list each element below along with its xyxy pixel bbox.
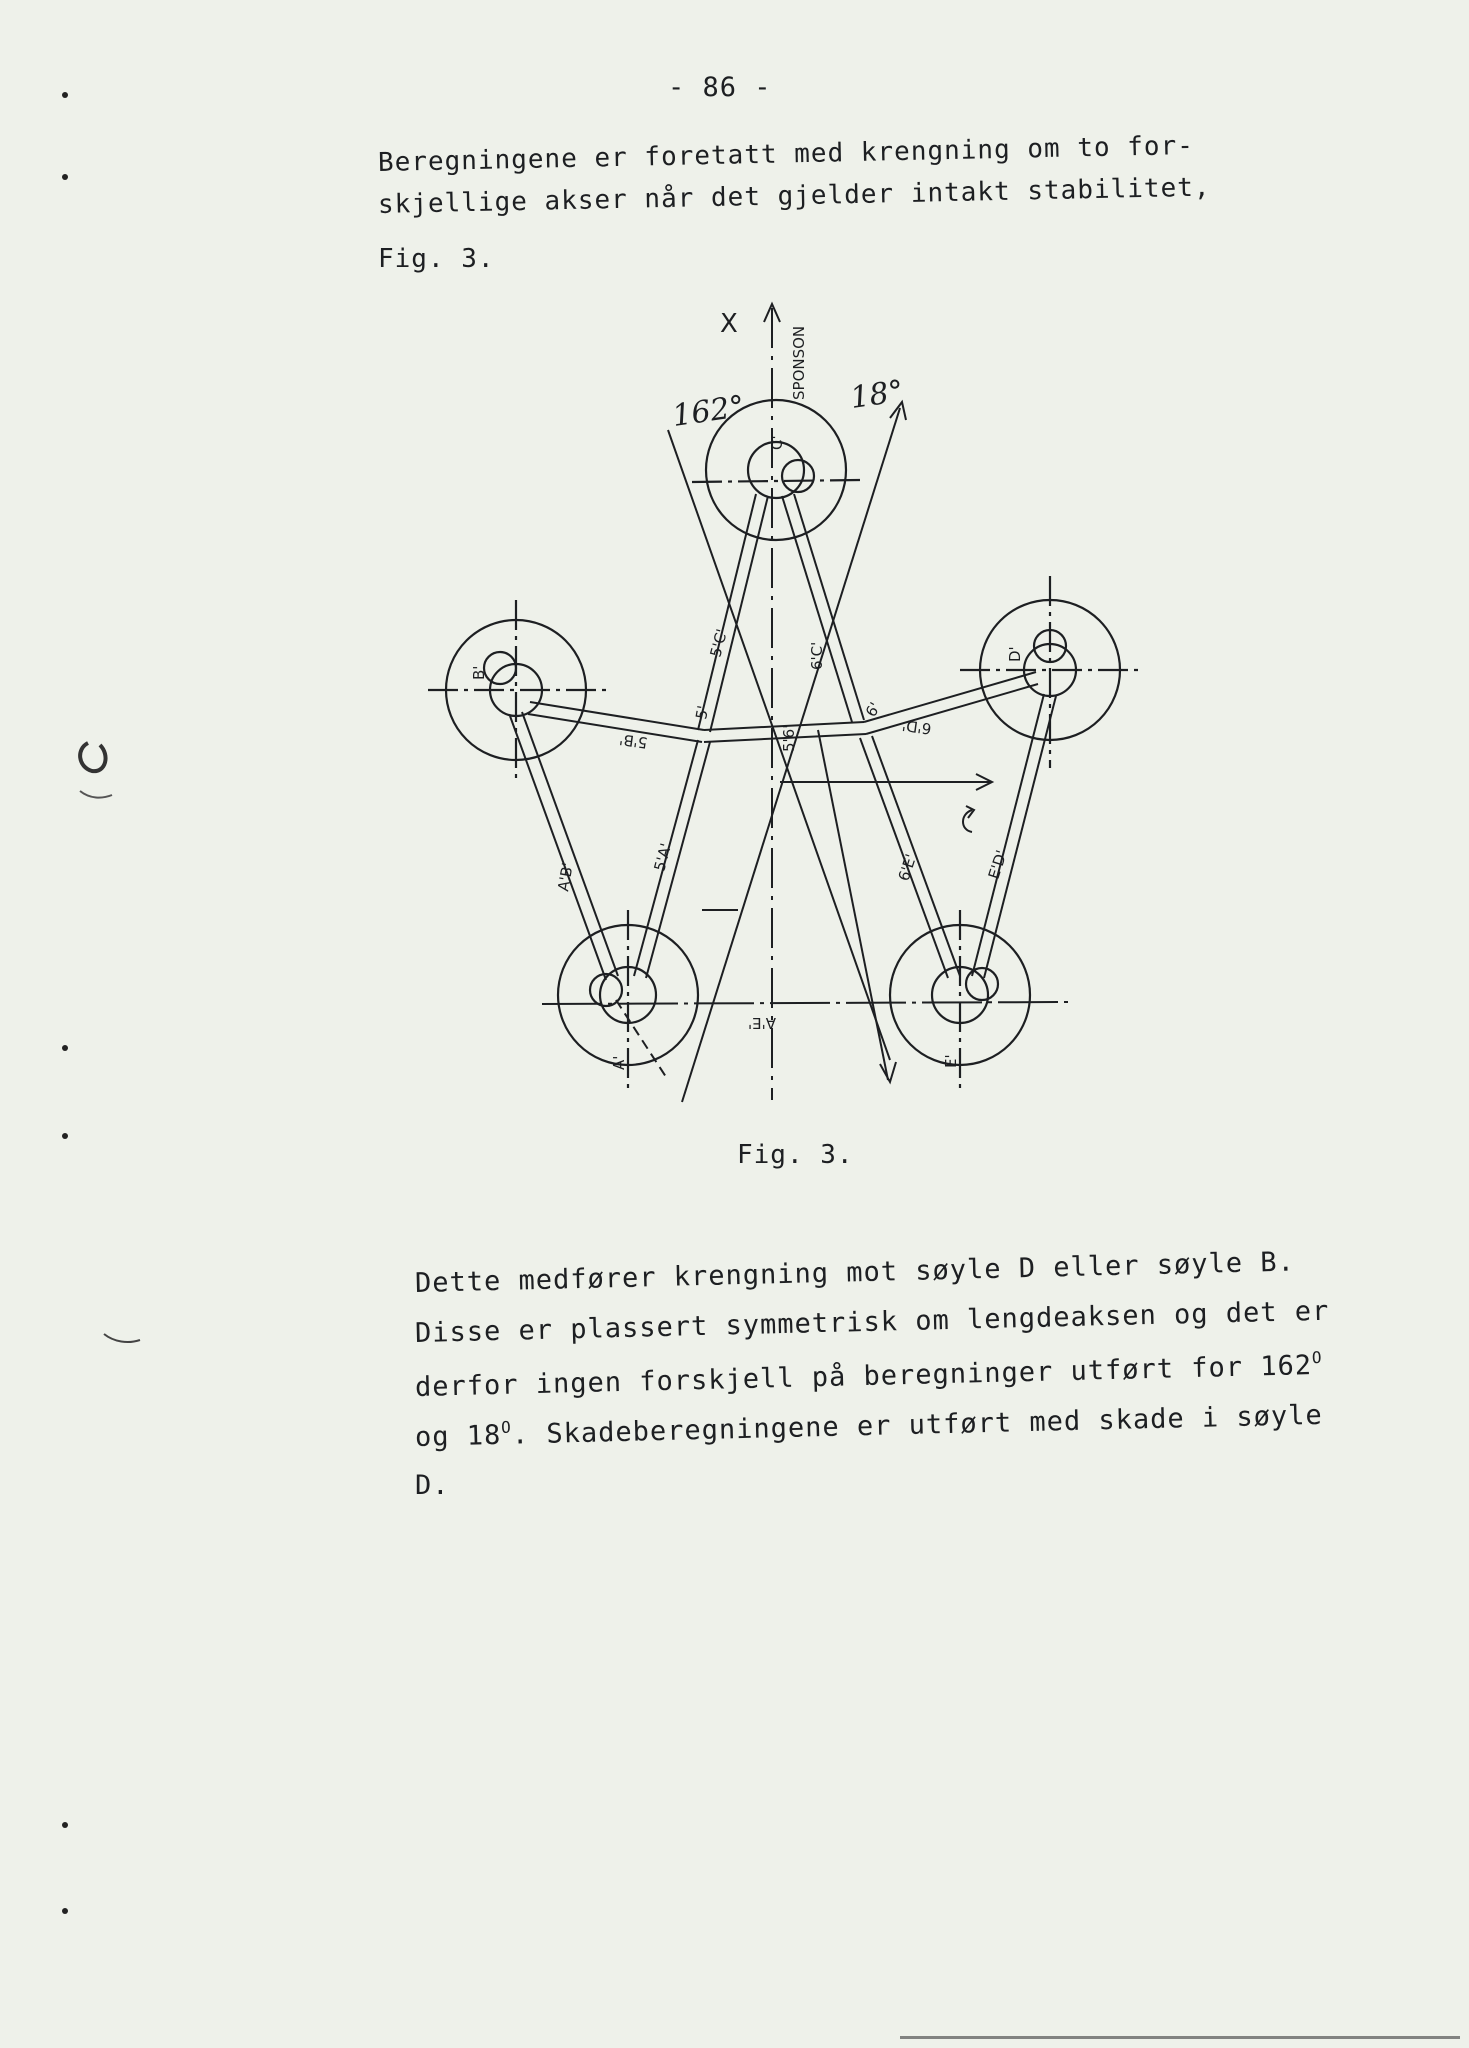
intro-line-3: Fig. 3. [378, 244, 495, 274]
body-line-3-text: derfor ingen forskjell på beregninger utført for 162 [414, 1350, 1313, 1403]
page-number: - 86 - [668, 72, 772, 103]
column-label-b: B' [470, 665, 488, 680]
figure-caption: Fig. 3. [737, 1140, 854, 1170]
margin-mark [62, 1045, 68, 1051]
margin-mark [62, 1822, 68, 1828]
column-layout-diagram [420, 290, 1160, 1110]
column-label-d: D' [1006, 646, 1024, 662]
degree-mark-18: O [500, 1417, 512, 1437]
column-label-e: E' [942, 1054, 960, 1068]
margin-mark [62, 174, 68, 180]
body-line-4-start: og 18 [414, 1419, 502, 1453]
margin-mark [62, 92, 68, 98]
body-line-4-end: . Skadeberegningene er utført med skade i søyle [511, 1399, 1324, 1451]
brace-label-6d: 6'D' [900, 715, 933, 738]
axis-x-label: X [720, 309, 738, 339]
brace-label-5: 5' [692, 704, 713, 721]
column-label-a: A' [610, 1055, 628, 1070]
body-line-4 [415, 1398, 1323, 1453]
brace-label-ed: E'D' [984, 847, 1011, 882]
column-d [960, 576, 1142, 768]
brace-label-6c: 6'C' [808, 641, 826, 670]
body-line-2: Disse er plassert symmetrisk om lengdeaksen og det er [414, 1295, 1330, 1349]
brace-label-5c: 5'C' [706, 627, 732, 660]
stability-figure [420, 290, 1160, 1110]
intro-line-1: Beregningene er foretatt med krengning om to for- [377, 130, 1195, 178]
brace-label-6e: 6'E' [894, 851, 921, 884]
column-e [890, 910, 1030, 1090]
column-b [428, 600, 606, 780]
margin-stroke [100, 1330, 150, 1350]
brace-label-6: 6' [861, 699, 885, 720]
brace-label-56: 5'6' [780, 724, 798, 752]
body-line-1: Dette medfører krengning mot søyle D eller søyle B. [414, 1246, 1296, 1299]
angle-162-label: 162° [670, 389, 747, 434]
bottom-edge-rule [900, 2036, 1460, 2039]
sponson-label: SPONSON [790, 325, 808, 400]
margin-mark [62, 1908, 68, 1914]
body-line-5: D. [415, 1470, 450, 1501]
brace-label-5a: 5'A' [650, 841, 676, 874]
brace-label-ae: A'E' [748, 1014, 776, 1032]
punch-hole-mark [72, 735, 122, 805]
intro-line-2: skjellige akser når det gjelder intakt stabilitet, [377, 172, 1211, 220]
brace-label-5b: 5'B' [618, 730, 649, 752]
column-a [558, 910, 698, 1090]
angle-18-label: 18° [848, 373, 906, 416]
body-line-3 [415, 1348, 1323, 1403]
margin-mark [62, 1133, 68, 1139]
degree-mark-162: O [1311, 1347, 1323, 1368]
brace-label-ab: A'B' [554, 861, 577, 893]
column-label-c: C' [768, 435, 786, 450]
